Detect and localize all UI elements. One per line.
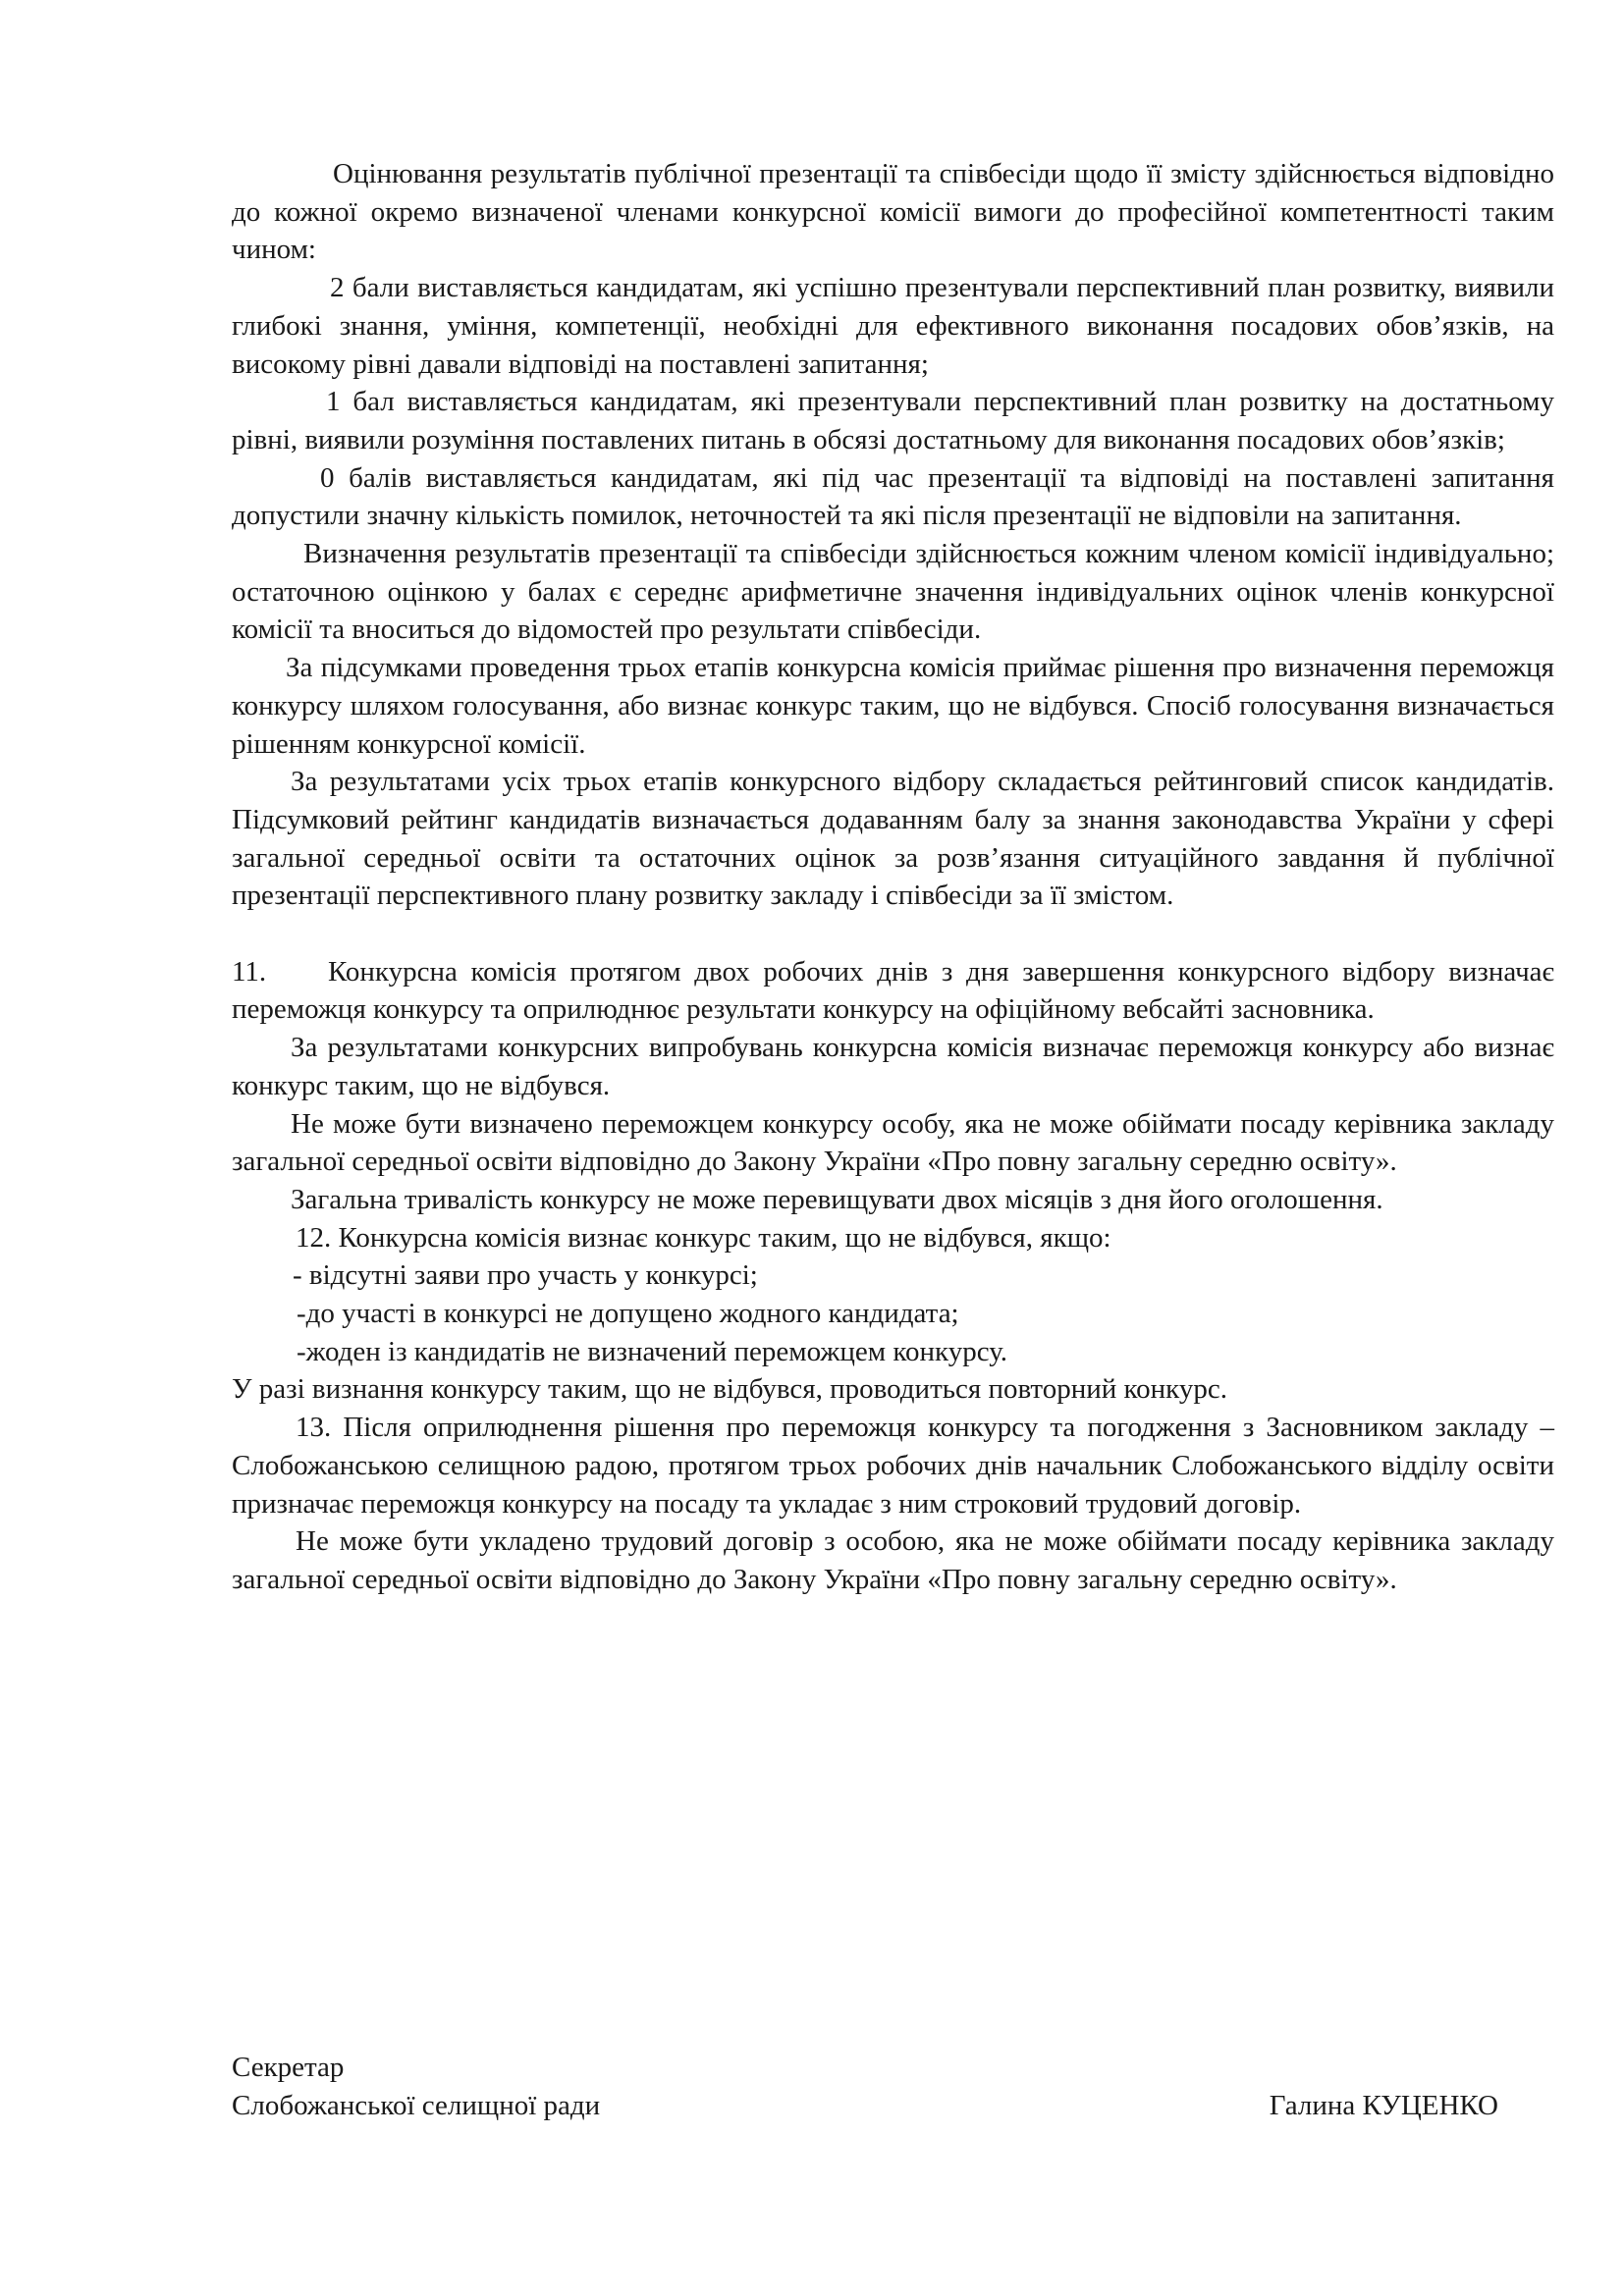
paragraph-rating-list: За результатами усіх трьох етапів конкурсного відбору складається рейтинговий список кандидатів. Підсумковий рейтинг кандидатів визначається додаванням балу за знання законодавства України у сфері загальної середньої освіти та остаточних оцінок за розв’язання ситуаційного завдання й публічної презентації перспективного плану розвитку закладу і співбесіди за її змістом. — [232, 766, 1554, 912]
paragraph-1-point: 1 бал виставляється кандидатам, які презентували перспективний план розвитку на достатньому рівні, виявили розуміння поставлених питань в обсязі достатньому для виконання посадових обов’язків; — [232, 386, 1554, 455]
signature-block — [232, 2049, 1498, 2124]
paragraph-2-points: 2 бали виставляється кандидатам, які успішно презентували перспективний план розвитку, виявили глибокі знання, уміння, компетенції, необхідні для ефективного виконання посадових обов’язків, на високому рівні давали відповіді на поставлені запитання; — [232, 272, 1554, 380]
section-12-heading: 12. Конкурсна комісія визнає конкурс таким, що не відбувся, якщо: — [296, 1221, 1111, 1254]
section-13-paragraph: 13. Після оприлюднення рішення про переможця конкурсу та погодження з Засновником закладу – Слобожанською селищною радою, протягом трьох робочих днів начальник Слобожанського відділу освіти призначає переможця конкурсу на посаду та укладає з ним строковий трудовий договір. — [232, 1412, 1554, 1520]
section-11-paragraph — [232, 953, 1554, 1029]
signature-row — [232, 2087, 1498, 2125]
section-11-paragraph-4: Загальна тривалість конкурсу не може перевищувати двох місяців з дня його оголошення. — [291, 1183, 1383, 1215]
section-11-paragraph-3: Не може бути визначено переможцем конкурсу особу, яка не може обіймати посаду керівника закладу загальної середньої освіти відповідно до Закону України «Про повну загальну середню освіту». — [232, 1107, 1554, 1178]
section-11-number: 11. — [232, 955, 267, 988]
paragraph-results-determination: Визначення результатів презентації та співбесіди здійснюється кожним членом комісії індивідуально; остаточною оцінкою у балах є середнє арифметичне значення індивідуальних оцінок членів конкурсної комісії та вноситься до відомостей про результати співбесіди. — [232, 538, 1554, 646]
section-11-paragraph-2: За результатами конкурсних випробувань конкурсна комісія визначає переможця конкурсу або визнає конкурс таким, що не відбувся. — [232, 1032, 1554, 1101]
document-body — [232, 155, 1554, 1599]
section-11-text: Конкурсна комісія протягом двох робочих днів з дня завершення конкурсного відбору визначає переможця конкурсу та оприлюднює результати конкурсу на офіційному вебсайті засновника. — [232, 955, 1554, 1026]
section-13-paragraph-2: Не може бути укладено трудовий договір з особою, яка не може обіймати посаду керівника закладу загальної середньої освіти відповідно до Закону України «Про повну загальну середню освіту». — [232, 1525, 1554, 1595]
signature-name: Галина КУЦЕНКО — [1269, 2089, 1498, 2121]
paragraph-evaluation-intro: Оцінювання результатів публічної презентації та співбесіди щодо її змісту здійснюється відповідно до кожної окремо визначеної членами конкурсної комісії вимоги до професійної компетентності таким чином: — [232, 158, 1554, 266]
paragraph-0-points: 0 балів виставляється кандидатам, які під час презентації та відповіді на поставлені запитання допустили значну кількість помилок, неточностей та які після презентації не відповіли на запитання. — [232, 461, 1554, 532]
spacer — [232, 915, 1554, 953]
signature-role-line-1: Секретар — [232, 2052, 345, 2083]
section-12-list-item: -до участі в конкурсі не допущено жодного кандидата; — [297, 1298, 959, 1330]
paragraph-three-stages: За підсумками проведення трьох етапів конкурсна комісія приймає рішення про визначення переможця конкурсу шляхом голосування, або визнає конкурс таким, що не відбувся. Спосіб голосування визначається рішенням конкурсної комісії. — [232, 652, 1554, 760]
section-12-after: У разі визнання конкурсу таким, що не відбувся, проводиться повторний конкурс. — [232, 1373, 1227, 1406]
section-12-list-item: -жоден із кандидатів не визначений переможцем конкурсу. — [297, 1335, 1008, 1367]
signature-role-line-2: Слобожанської селищної ради — [232, 2089, 601, 2121]
section-12-list-item: - відсутні заяви про участь у конкурсі; — [293, 1259, 758, 1292]
